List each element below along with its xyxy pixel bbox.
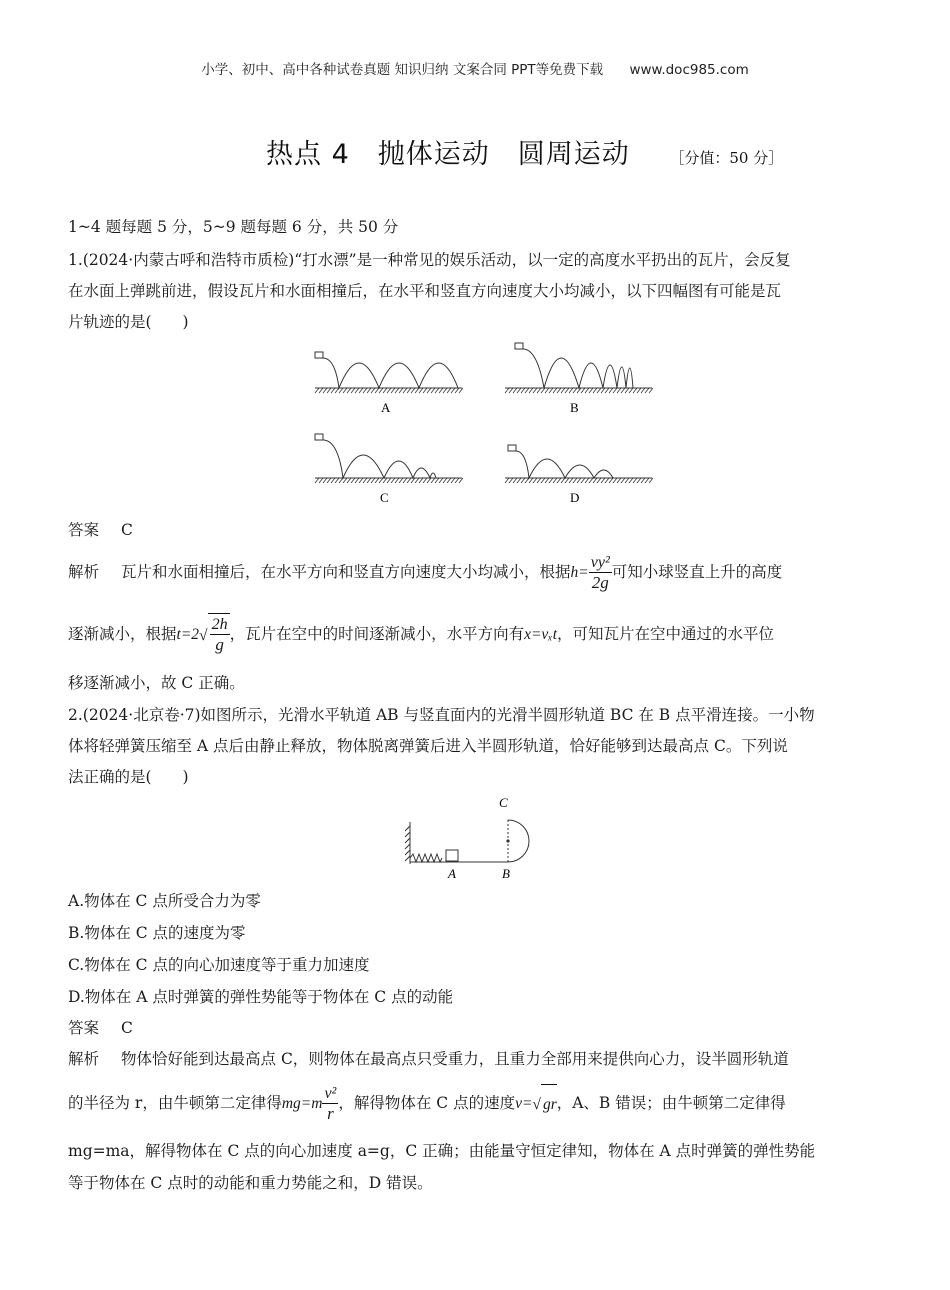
ground-hatch [601,388,605,393]
ground-hatch [403,388,407,393]
ground-hatch [367,388,371,393]
q1-a2-mid: ，瓦片在空中的时间逐渐减小，水平方向有 [229,625,525,643]
ground-hatch [375,388,379,393]
ground-hatch [593,478,597,483]
ground-hatch [641,478,645,483]
ground-hatch [633,388,637,393]
ground-hatch [399,478,403,483]
ground-hatch [423,478,427,483]
ground-hatch [315,388,319,393]
ground-hatch [339,478,343,483]
ground-hatch [609,478,613,483]
ground-hatch [569,478,573,483]
ground-hatch [513,388,517,393]
q1-a1-post: 可知小球竖直上升的高度 [611,563,783,581]
ground-hatch [649,478,653,483]
ground-hatch [565,478,569,483]
q2-option-b: B.物体在 C 点的速度为零 [68,924,246,942]
ground-hatch [347,478,351,483]
block [446,850,458,861]
ground-hatch [545,478,549,483]
ground-hatch [613,478,617,483]
ground-hatch [399,388,403,393]
ground-hatch [319,478,323,483]
ground-hatch [637,478,641,483]
ground-hatch [359,388,363,393]
fig-b-label: B [570,400,579,415]
ground-hatch [327,388,331,393]
q1-a2-post: ，可知瓦片在空中通过的水平位 [557,625,775,643]
title-score: ［分值：50 分］ [669,149,784,167]
label-c: C [499,795,508,810]
ground-hatch [641,388,645,393]
title-main: 热点 4 抛体运动 圆周运动 [266,139,630,170]
ground-hatch [323,478,327,483]
ground-hatch [637,388,641,393]
ground-hatch [343,478,347,483]
ground-hatch [581,388,585,393]
q2-line3: 法正确的是( ) [68,768,189,786]
ground-hatch [363,388,367,393]
ground-hatch [383,478,387,483]
ground-hatch [403,478,407,483]
q2-option-d: D.物体在 A 点时弹簧的弹性势能等于物体在 C 点的动能 [68,988,454,1006]
ground-hatch [589,388,593,393]
q2-answer-label: 答案 [68,1019,100,1037]
ground-hatch [407,478,411,483]
q2-b2-num: v² [324,1084,337,1102]
ground-hatch [517,388,521,393]
ground-hatch [597,388,601,393]
q2-b2-fraction [322,1085,338,1124]
q1-a2-den: g [215,635,224,655]
q1-a2-pre: 逐渐减小，根据 [68,625,177,643]
ground-hatch [351,478,355,483]
ground-hatch [379,478,383,483]
q2-b2-den: r [327,1103,334,1123]
ground-hatch [391,478,395,483]
ground-hatch [517,478,521,483]
ground-hatch [435,388,439,393]
label-a: A [448,866,456,881]
q2-b2-pre: 的半径为 r，由牛顿第二定律得 [68,1094,282,1112]
ground-hatch [561,478,565,483]
ground-hatch [561,388,565,393]
ground-hatch [509,478,513,483]
ground-hatch [455,388,459,393]
ground-hatch [625,478,629,483]
ground-hatch [335,478,339,483]
q1-a2-x: x=vₓt [524,626,558,643]
ground-hatch [443,478,447,483]
fig-c-label: C [380,490,389,505]
ground-hatch [585,478,589,483]
ground-hatch [331,478,335,483]
ground-hatch [529,478,533,483]
ground-hatch [395,478,399,483]
q1-a1-den: 2g [591,572,609,592]
ground-hatch [521,478,525,483]
ground-hatch [529,388,533,393]
ground-hatch [327,478,331,483]
ground-hatch [451,388,455,393]
page-title [266,132,783,171]
ground-hatch [549,388,553,393]
q1-analysis-line3: 移逐渐减小，故 C 正确。 [68,674,245,692]
fig-a-label: A [381,400,391,415]
spring [410,854,442,862]
header-text: 小学、初中、高中各种试卷真题 知识归纳 文案合同 PPT等免费下载 [201,62,604,78]
fig-b-trajectory [523,349,633,388]
ground-hatch [387,388,391,393]
ground-hatch [533,388,537,393]
fig-a-stone [315,352,323,358]
ground-hatch [549,478,553,483]
ground-hatch [621,388,625,393]
ground-hatch [541,388,545,393]
q2-b2-eq: mg=m [281,1095,323,1112]
q1-a1-pre: 瓦片和水面相撞后，在水平方向和竖直方向速度大小均减小，根据 [121,563,571,581]
ground-hatch [569,388,573,393]
label-b: B [502,866,510,881]
site-header [0,58,950,78]
ground-hatch [443,388,447,393]
q1-answer [68,519,888,541]
ground-hatch [617,478,621,483]
q1-line2: 在水面上弹跳前进，假设瓦片和水面相撞后，在水平和竖直方向速度大小均减小，以下四幅图有可能是瓦 [68,282,782,300]
q1-a1-fraction [589,554,612,593]
ground-hatch [553,478,557,483]
ground-hatch [521,388,525,393]
ground-hatch [617,388,621,393]
ground-hatch [335,388,339,393]
ground-hatch [355,388,359,393]
q1-analysis-line2 [68,612,888,660]
q2-b2-sqrt: √ gr [532,1084,556,1125]
ground-hatch [593,388,597,393]
ground-hatch [343,388,347,393]
header-url[interactable]: www.doc985.com [629,62,749,78]
ground-hatch [633,478,637,483]
q2-figure [400,792,560,884]
ground-hatch [419,388,423,393]
ground-hatch [625,388,629,393]
ground-hatch [451,478,455,483]
ground-hatch [419,478,423,483]
ground-hatch [427,388,431,393]
ground-hatch [609,388,613,393]
ground-hatch [509,388,513,393]
ground-hatch [565,388,569,393]
ground-hatch [407,388,411,393]
ground-hatch [459,478,463,483]
ground-hatch [645,388,649,393]
ground-hatch [439,478,443,483]
ground-hatch [431,478,435,483]
semicircle-bc [508,820,529,862]
q2-b2-rad: gr [542,1095,557,1113]
ground-hatch [351,388,355,393]
ground-hatch [363,478,367,483]
fig-b-stone [515,343,523,349]
q2-analysis-line1 [68,1048,888,1070]
ground-hatch [577,478,581,483]
ground-hatch [339,388,343,393]
q2-option-a: A.物体在 C 点所受合力为零 [68,892,261,910]
ground-hatch [553,388,557,393]
ground-hatch [533,478,537,483]
q1-analysis-label: 解析 [68,563,100,581]
q2-b2-mid: ，解得物体在 C 点的速度 [338,1094,516,1112]
q1-a2-num: 2h [211,616,228,634]
ground-hatch [513,478,517,483]
fig-c-trajectory [323,440,436,478]
q1-line3: 片轨迹的是( ) [68,313,189,331]
ground-hatch [375,478,379,483]
ground-hatch [331,388,335,393]
q2-b2-v: v= [515,1095,533,1112]
ground-hatch [557,478,561,483]
ground-hatch [621,478,625,483]
ground-hatch [371,388,375,393]
q1-answer-value: C [121,521,133,539]
ground-hatch [371,478,375,483]
ground-hatch [589,478,593,483]
q2-analysis-line3: mg=ma，解得物体在 C 点的向心加速度 a=g，C 正确；由能量守恒定律知，物体在 A 点时弹簧的弹性势能 [68,1142,816,1160]
q2-analysis-label: 解析 [68,1050,100,1068]
ground-hatch [387,478,391,483]
ground-hatch [601,478,605,483]
ground-hatch [581,478,585,483]
ground-hatch [597,478,601,483]
ground-hatch [439,388,443,393]
ground-hatch [585,388,589,393]
ground-hatch [323,388,327,393]
ground-hatch [415,388,419,393]
ground-hatch [613,388,617,393]
q2-answer-value: C [121,1019,133,1037]
ground-hatch [573,388,577,393]
ground-hatch [415,478,419,483]
q1-analysis-line1 [68,552,888,596]
ground-hatch [525,478,529,483]
ground-hatch [423,388,427,393]
q2-b1: 物体恰好能到达最高点 C，则物体在最高点只受重力，且重力全部用来提供向心力，设半圆形轨道 [121,1050,789,1068]
q2-line1: 2.(2024·北京卷·7)如图所示，光滑水平轨道 AB 与竖直面内的光滑半圆形轨道 BC 在 B 点平滑连接。一小物 [68,706,815,724]
q1-figures [300,340,660,510]
score-intro: 1~4 题每题 5 分，5~9 题每题 6 分，共 50 分 [68,218,399,236]
ground-hatch [431,388,435,393]
fig-d-stone [508,445,516,451]
q2-b2-post: ，A、B 错误；由牛顿第二定律得 [556,1094,786,1112]
ground-hatch [573,478,577,483]
ground-hatch [383,388,387,393]
q1-answer-label: 答案 [68,521,100,539]
ground-hatch [505,478,509,483]
fig-d-label: D [570,490,580,505]
wall-hatch [405,826,410,861]
ground-hatch [649,388,653,393]
ground-hatch [319,388,323,393]
ground-hatch [537,388,541,393]
fig-c-stone [315,434,323,440]
ground-hatch [391,388,395,393]
ground-hatch [557,388,561,393]
ground-hatch [459,388,463,393]
ground-hatch [629,388,633,393]
ground-hatch [537,478,541,483]
ground-hatch [359,478,363,483]
q2-option-c: C.物体在 C 点的向心加速度等于重力加速度 [68,956,370,974]
q1-a2-sqrt: √ $\frac{2h}{g}$ [199,613,230,658]
q1-a1-num: vy² [590,553,610,571]
ground-hatch [455,478,459,483]
q2-analysis-line4: 等于物体在 C 点时的动能和重力势能之和，D 错误。 [68,1174,433,1192]
ground-hatch [605,388,609,393]
ground-hatch [525,388,529,393]
ground-hatch [447,478,451,483]
ground-hatch [447,388,451,393]
fig-a-trajectory [323,358,458,388]
ground-hatch [605,478,609,483]
ground-hatch [541,478,545,483]
q1-a2-t: t=2 [176,626,200,643]
ground-hatch [367,478,371,483]
ground-hatch [347,388,351,393]
ground-hatch [379,388,383,393]
center-dot [506,839,509,842]
q2-answer [68,1017,888,1039]
ground-hatch [355,478,359,483]
ground-hatch [411,388,415,393]
ground-hatch [435,478,439,483]
q2-analysis-line2 [68,1083,888,1127]
ground-hatch [395,388,399,393]
ground-hatch [545,388,549,393]
ground-hatch [427,478,431,483]
fig-d-trajectory [516,451,613,478]
q1-line1: 1.(2024·内蒙古呼和浩特市质检)“打水漂”是一种常见的娱乐活动，以一定的高度水平扔出的瓦片，会反复 [68,251,791,269]
q2-line2: 体将轻弹簧压缩至 A 点后由静止释放，物体脱离弹簧后进入半圆形轨道，恰好能够到达最高点 C。下列说 [68,737,788,755]
ground-hatch [315,478,319,483]
q1-a1-h: h= [570,564,589,581]
ground-hatch [645,478,649,483]
ground-hatch [629,478,633,483]
ground-hatch [505,388,509,393]
